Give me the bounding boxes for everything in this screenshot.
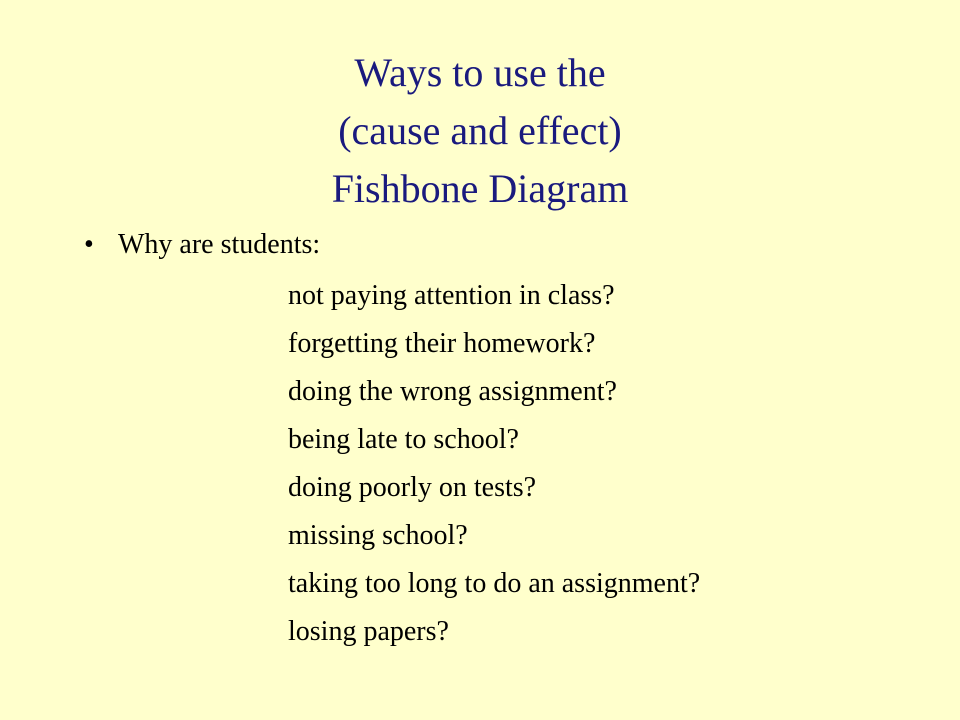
bullet-text: Why are students: — [118, 229, 321, 260]
title-line-3: Fishbone Diagram — [331, 166, 629, 211]
title-line-2: (cause and effect) — [338, 108, 622, 153]
bullet-item — [84, 222, 320, 268]
slide-title — [0, 44, 960, 218]
title-line-1: Ways to use the — [354, 50, 606, 95]
list-item: doing poorly on tests? — [288, 472, 537, 503]
list-item: not paying attention in class? — [288, 280, 615, 311]
list-item: doing the wrong assignment? — [288, 376, 617, 407]
list-item: missing school? — [288, 520, 468, 551]
list-item: being late to school? — [288, 424, 519, 455]
bullet-marker: • — [84, 229, 94, 260]
list-item: losing papers? — [288, 616, 449, 647]
list-item: taking too long to do an assignment? — [288, 568, 701, 599]
question-list — [288, 272, 700, 656]
list-item: forgetting their homework? — [288, 328, 596, 359]
